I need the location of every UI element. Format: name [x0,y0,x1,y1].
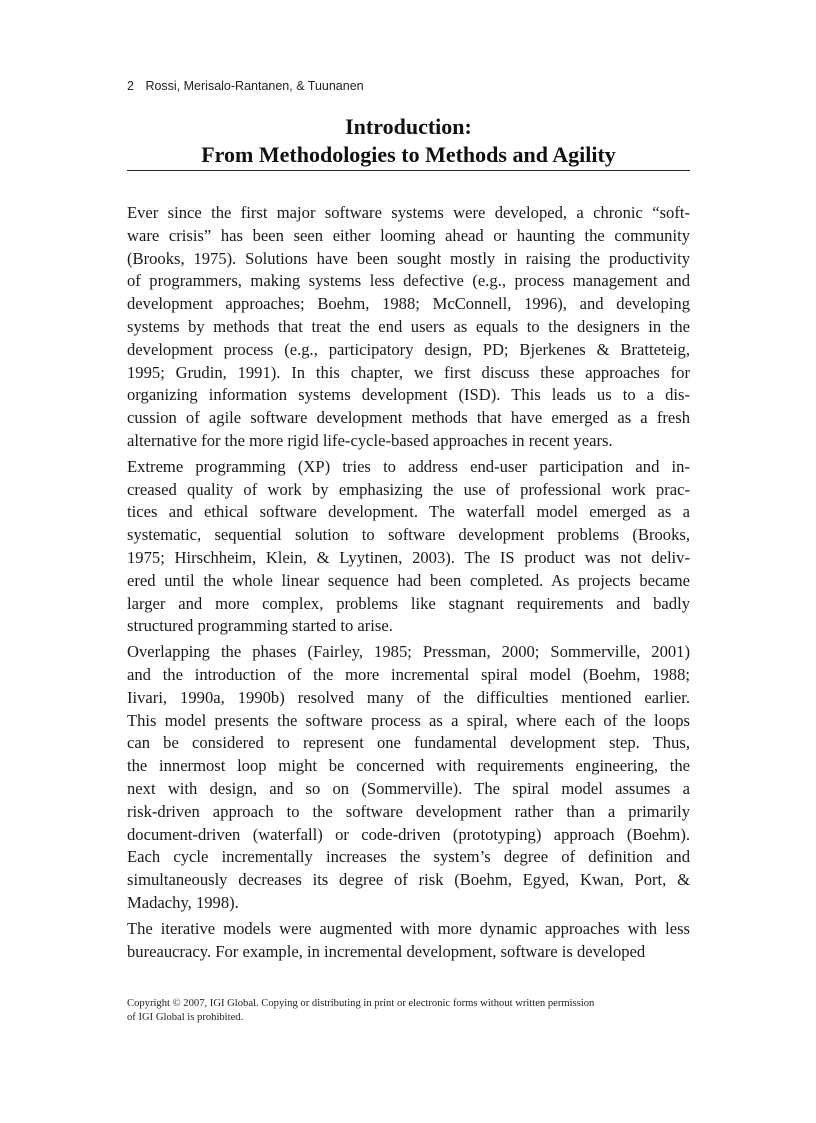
text-line: Overlapping the phases (Fairley, 1985; Pressman, 2000; Sommerville, 2001) [127,642,690,662]
copyright-line-2: of IGI Global is prohibited. [127,1011,244,1023]
text-line: next with design, and so on (Sommerville). The spiral model assumes a [127,778,690,798]
paragraph [127,202,690,453]
text-line: can be considered to represent one fundamental development step. Thus, [127,733,690,753]
title-underline-rule [127,170,690,171]
text-line: organizing information systems development (ISD). This leads us to a dis- [127,385,690,405]
text-line: development approaches; Boehm, 1988; McConnell, 1996), and developing [127,294,690,314]
text-line: of programmers, making systems less defective (e.g., process management and [127,271,690,291]
paragraph [127,918,690,964]
body-text [127,202,690,966]
text-line: alternative for the more rigid life-cycle-based approaches in recent years. [127,430,613,450]
chapter-title [127,113,690,169]
text-line: ered until the whole linear sequence had been completed. As projects became [127,570,690,590]
text-line: systems by methods that treat the end users as equals to the designers in the [127,316,690,336]
paragraph [127,456,690,638]
text-line: document-driven (waterfall) or code-driven (prototyping) approach (Boehm). [127,824,690,844]
text-line: and the introduction of the more incremental spiral model (Boehm, 1988; [127,664,690,684]
text-line: tices and ethical software development. The waterfall model emerged as a [127,502,690,522]
chapter-title-line-2: From Methodologies to Methods and Agility [201,142,616,167]
text-line: development process (e.g., participatory design, PD; Bjerkenes & Bratteteig, [127,339,690,359]
text-line: This model presents the software process as a spiral, where each of the loops [127,710,690,730]
text-line: The iterative models were augmented with more dynamic approaches with less [127,918,690,938]
text-line: cussion of agile software development methods that have emerged as a fresh [127,408,690,428]
text-line: 1995; Grudin, 1991). In this chapter, we first discuss these approaches for [127,362,690,382]
text-line: Extreme programming (XP) tries to address end-user participation and in- [127,456,690,476]
text-line: simultaneously decreases its degree of risk (Boehm, Egyed, Kwan, Port, & [127,870,690,890]
text-line: ware crisis” has been seen either looming ahead or haunting the community [127,225,690,245]
paragraph [127,641,690,915]
text-line: Madachy, 1998). [127,892,239,912]
text-line: Each cycle incrementally increases the system’s degree of definition and [127,847,690,867]
text-line: Ever since the first major software systems were developed, a chronic “soft- [127,203,690,222]
page-number: 2 [127,79,134,93]
copyright-line-1: Copyright © 2007, IGI Global. Copying or distributing in print or electronic forms without written permission [127,998,595,1009]
running-head [127,79,364,93]
text-line: Iivari, 1990a, 1990b) resolved many of the difficulties mentioned earlier. [127,687,690,707]
text-line: the innermost loop might be concerned with requirements engineering, the [127,756,690,776]
text-line: structured programming started to arise. [127,616,393,636]
text-line: systematic, sequential solution to software development problems (Brooks, [127,525,690,545]
text-line: bureaucracy. For example, in incremental development, software is developed [127,941,646,961]
text-line: (Brooks, 1975). Solutions have been sought mostly in raising the productivity [127,248,690,268]
chapter-title-line-1: Introduction: [345,114,472,139]
text-line: 1975; Hirschheim, Klein, & Lyytinen, 2003). The IS product was not deliv- [127,547,690,567]
copyright-notice [127,997,690,1024]
running-head-authors: Rossi, Merisalo-Rantanen, & Tuunanen [145,79,364,93]
text-line: larger and more complex, problems like stagnant requirements and badly [127,593,690,613]
text-line: creased quality of work by emphasizing the use of professional work prac- [127,479,690,499]
text-line: risk-driven approach to the software development rather than a primarily [127,801,690,821]
